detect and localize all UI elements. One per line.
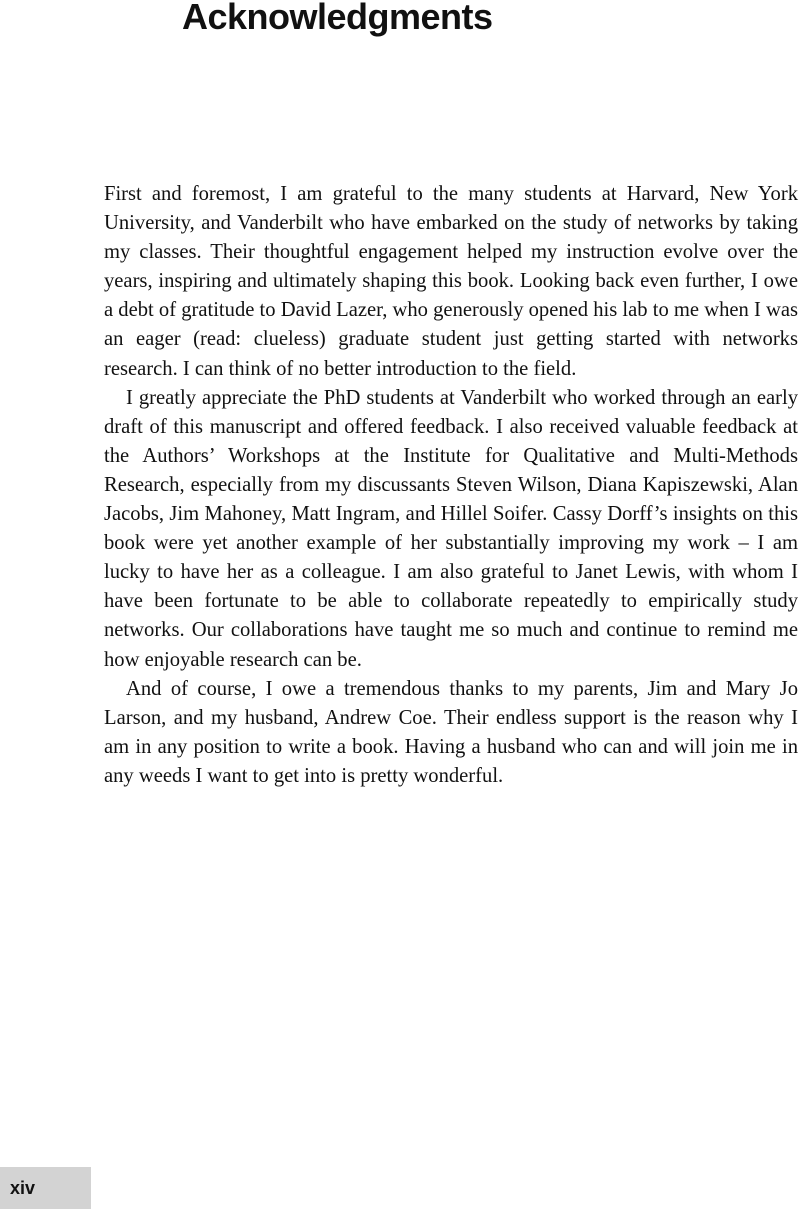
- paragraph: I greatly appreciate the PhD students at Vanderbilt who worked through an early draft of this manuscript and offered feedback. I also received valuable feedback at the Authors’ Workshops at the Institute for Qualitative and Multi-Methods Research, especially from my discussants Steven Wilson, Diana Kapiszewski, Alan Jacobs, Jim Mahoney, Matt Ingram, and Hillel Soifer. Cassy Dorff’s insights on this book were yet another example of her substantially improving my work – I am lucky to have her as a colleague. I am also grateful to Janet Lewis, with whom I have been fortunate to be able to collaborate repeatedly to empirically study networks. Our collaborations have taught me so much and continue to remind me how enjoyable research can be.: [104, 386, 798, 671]
- paragraph: And of course, I owe a tremendous thanks to my parents, Jim and Mary Jo Larson, and my husband, Andrew Coe. Their endless support is the reason why I am in any position to write a book. Having a husband who can and will join me in any weeds I want to get into is pretty wonderful.: [104, 677, 798, 787]
- acknowledgments-text: [104, 180, 798, 791]
- paragraph: First and foremost, I am grateful to the many students at Harvard, New York University, and Vanderbilt who have embarked on the study of networks by taking my classes. Their thoughtful engagement helped my instruction evolve over the years, inspiring and ultimately shaping this book. Looking back even further, I owe a debt of gratitude to David Lazer, who generously opened his lab to me when I was an eager (read: clueless) graduate student just getting started with networks research. I can think of no better introduction to the field.: [104, 183, 799, 380]
- page-number-tab: [0, 1167, 91, 1209]
- page-title: Acknowledgments: [182, 0, 493, 37]
- page-number: xiv: [10, 1178, 36, 1198]
